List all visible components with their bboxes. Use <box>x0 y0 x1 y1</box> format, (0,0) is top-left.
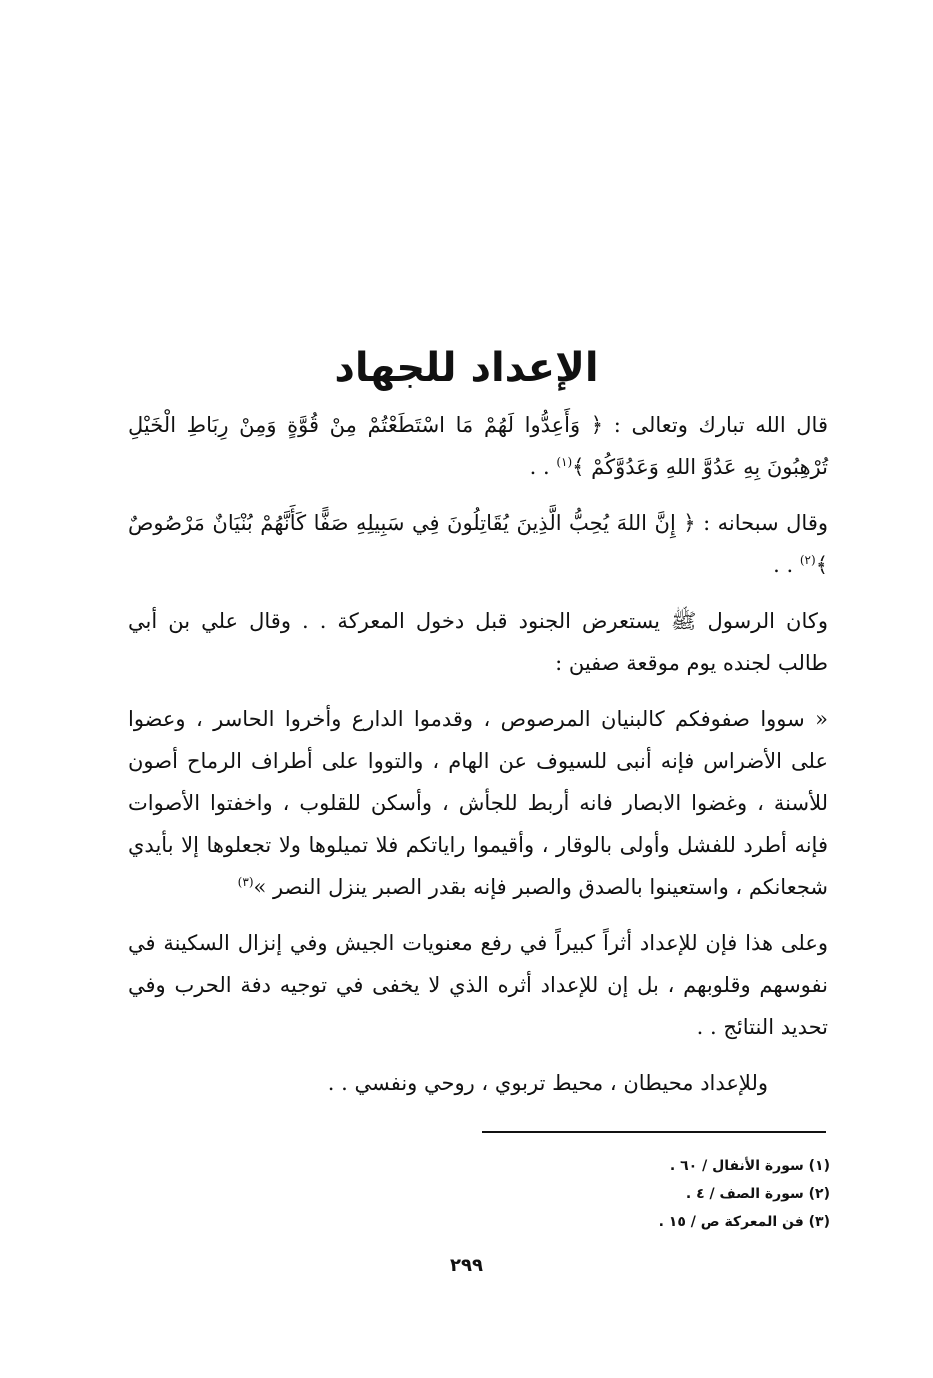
paragraph-text: وللإعداد محيطان ، محيط تربوي ، روحي ونفسي . . <box>327 1071 768 1095</box>
paragraph-text: قال الله تبارك وتعالى : ﴿ وَأَعِدُّوا لَهُمْ مَا اسْتَطَعْتُمْ مِنْ قُوَّةٍ وَمِنْ رِبَاطِ الْخَيْلِ تُرْهِبُونَ بِهِ عَدُوَّ اللهِ وَعَدُوَّكُمْ ﴾ <box>128 413 828 479</box>
paragraph-tail: . . <box>529 455 557 479</box>
paragraph-prophet <box>128 600 828 684</box>
paragraph-text: وقال سبحانه : ﴿ إِنَّ اللهَ يُحِبُّ الَّذِينَ يُقَاتِلُونَ فِي سَبِيلِهِ صَفًّا كَأَنَّهُمْ بُنْيَانٌ مَرْصُوصٌ ﴾ <box>128 511 828 577</box>
paragraph-tail: . . <box>773 553 800 577</box>
paragraph-text: وعلى هذا فإن للإعداد أثراً كبيراً في رفع معنويات الجيش وفي إنزال السكينة في نفوسهم وقلوبهم ، بل إن للإعداد أثره الذي لا يخفى في توجيه دفة الحرب وفي تحديد النتائج . . <box>128 931 828 1039</box>
footnote-2: (٢) سورة الصف / ٤ . <box>685 1186 830 1202</box>
body-text <box>128 404 828 1118</box>
paragraph-quran-anfal <box>128 404 828 488</box>
paragraph-preparation-effect <box>128 922 828 1048</box>
footnote-reference: (١) <box>556 455 573 469</box>
paragraph-text: وكان الرسول ﷺ يستعرض الجنود قبل دخول المعركة . . وقال علي بن أبي طالب لجنده يوم موقعة صفين : <box>128 609 828 675</box>
footnote-1: (١) سورة الأنفال / ٦٠ . <box>669 1158 830 1174</box>
page-number: ٢٩٩ <box>450 1255 483 1276</box>
paragraph-text: « سووا صفوفكم كالبنيان المرصوص ، وقدموا الدارع وأخروا الحاسر ، وعضوا على الأضراس فإنه أنبى للسيوف عن الهام ، والتووا على أطراف الرماح أصون للأسنة ، وغضوا الابصار فانه أربط للجأش ، وأسكن للقلوب ، واخفتوا الأصوات فإنه أطرد للفشل وأولى بالوقار ، وأقيموا راياتكم فلا تميلوها ولا تجعلوها إلا بأيدي شجعانكم ، واستعينوا بالصدق والصبر فإنه بقدر الصبر ينزل النصر » <box>128 707 828 899</box>
footnote-divider <box>482 1131 826 1133</box>
footnote-reference: (٣) <box>237 875 254 889</box>
paragraph-two-spheres <box>128 1062 828 1104</box>
paragraph-quran-saff <box>128 502 828 586</box>
paragraph-ali-quote <box>128 698 828 908</box>
footnote-reference: (٢) <box>799 553 816 567</box>
chapter-title: الإعداد للجهاد <box>334 344 599 391</box>
footnote-3: (٣) فن المعركة ص / ١٥ . <box>658 1214 830 1230</box>
footnotes <box>480 1152 830 1236</box>
